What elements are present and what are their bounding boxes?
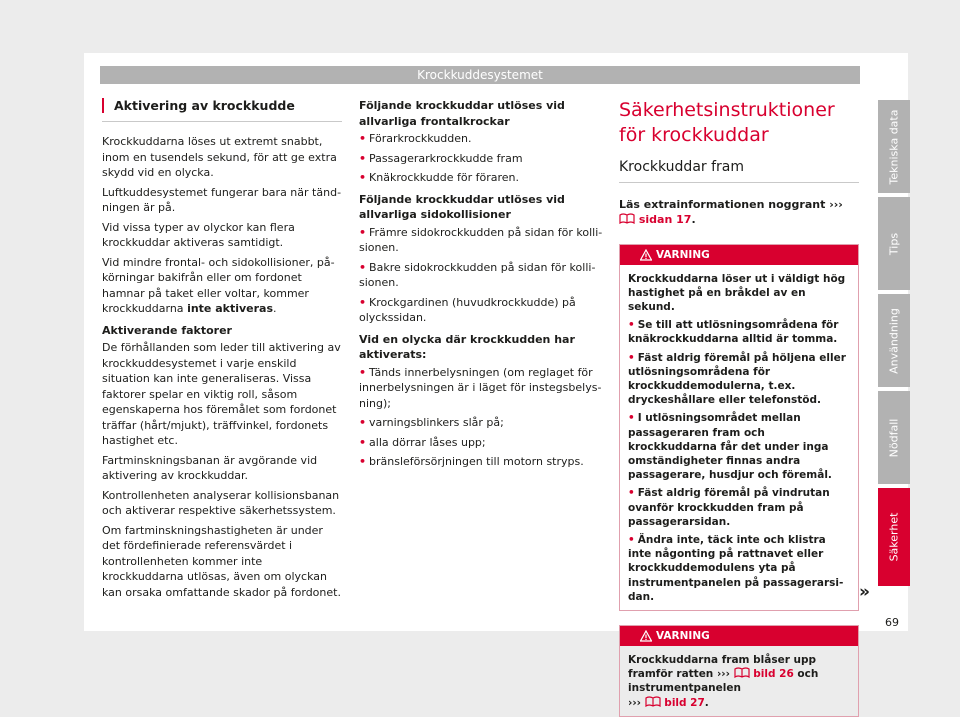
warning-triangle-icon (640, 249, 652, 261)
list-item: • Främre sidokrockkudden på sidan för kollisionen. (359, 225, 603, 254)
warning-body (620, 646, 858, 716)
list-item: • alla dörrar låses upp; (359, 435, 486, 449)
warning-box (619, 625, 859, 717)
paragraph-text: Vid mindre frontal- och sidokollisioner, påkörningar bakifrån eller om fordonet hamnar på taket eller voltar, kommer krockkuddarna (102, 255, 335, 315)
bullet-icon: • (359, 455, 367, 468)
bullet-icon: • (628, 319, 635, 332)
list-item: • Knäkrockkudde för föraren. (359, 171, 519, 184)
list-item: • Krockgardinen (huvudkrockkudde) på olyckssidan. (359, 295, 576, 324)
bullet-icon: • (628, 412, 635, 425)
arrow-icon: ››› (628, 696, 641, 709)
list-item: • Fäst aldrig föremål på vindrutan ovanför krockkudden fram på passagerarsidan. (628, 487, 830, 528)
list-item: • I utlösningsområdet mellan passageraren fram och krockkuddarna får det under inga omständigheter finnas andra passagerare, husdjur och föremål. (628, 412, 832, 482)
paragraph: Kontrollenheten analyserar kollisionsbanan och aktiverar respektive säkerhetssystem. (102, 488, 340, 517)
paragraph: De förhållanden som leder till aktivering av krockkuddesystemet i varje enskild situation kan inte generaliseras. Vissa faktorer spelar en viktig roll, såsom egenskaperna hos föremålet som fordonet träffar (hårt/mjukt), träffvinkel, fordonets hastighet etc. (102, 341, 341, 447)
bullet-icon: • (359, 365, 367, 379)
subheading: Vid en olycka där krockkudden har aktiverats: (359, 332, 575, 361)
subsection-title: Krockkuddar fram (619, 159, 745, 175)
book-icon (734, 667, 750, 678)
paragraph: Luftkuddesystemet fungerar bara när tändningen är på. (102, 185, 342, 214)
bullet-icon: • (359, 295, 367, 309)
tab-tekniska-data[interactable]: Tekniska data (878, 100, 910, 193)
list-item: • Se till att utlösningsområdena för knäkrockkuddarna alltid är tomma. (628, 319, 839, 346)
page-title: Säkerhetsinstruktioner för krockkuddar (619, 99, 835, 146)
bullet-icon: • (359, 225, 367, 239)
warning-header (620, 626, 858, 646)
figure-link[interactable]: bild 26 (753, 668, 794, 681)
chapter-header: Krockkuddesystemet (100, 66, 860, 84)
book-icon (645, 696, 661, 707)
list-item: • Passagerarkrockkudde fram (359, 151, 523, 165)
section-divider (102, 121, 342, 122)
paragraph: Vid vissa typer av olyckor kan flera krockkuddar aktiveras samtidigt. (102, 220, 295, 249)
bullet-icon: • (359, 132, 367, 145)
page-number: 69 (885, 616, 899, 629)
emphasis-text: inte aktiveras (187, 302, 274, 315)
bullet-icon: • (359, 151, 367, 165)
list-item: • Förarkrockkudden. (359, 132, 472, 145)
tab-tips[interactable]: Tips (878, 197, 910, 290)
warning-label: VARNING (656, 629, 710, 642)
paragraph (102, 255, 342, 317)
bullet-icon: • (359, 416, 367, 429)
paragraph: Fartminskningsbanan är avgörande vid aktivering av krockkuddar. (102, 453, 318, 482)
section-divider (619, 182, 859, 183)
cross-reference: Läs extrainformationen noggrant ››› sidan 17. (619, 197, 843, 226)
column-2 (359, 98, 603, 474)
warning-text: Krockkuddarna löser ut i väldigt hög hastighet på en bråkdel av en sekund. (628, 272, 846, 313)
warning-header (620, 245, 858, 265)
arrow-icon: ››› (829, 197, 843, 211)
warning-text: Krockkuddarna fram blåser upp framför ratten ››› bild 26 och instrumentpanelen ››› bild 27. (628, 653, 819, 709)
warning-box (619, 244, 859, 611)
page-link[interactable]: sidan 17 (638, 213, 692, 226)
subheading: Aktiverande faktorer (102, 323, 232, 337)
list-item: • Bakre sidokrockkudden på sidan för kollisionen. (359, 260, 596, 289)
punctuation: . (273, 302, 277, 315)
bullet-icon: • (359, 260, 367, 274)
warning-triangle-icon (640, 630, 652, 642)
bullet-icon: • (359, 171, 367, 184)
paragraph: Krockkuddarna löses ut extremt snabbt, inom en tusendels sekund, för att ge extra skydd vid en olycka. (102, 135, 337, 179)
warning-body (620, 265, 858, 610)
subheading: Följande krockkuddar utlöses vid allvarliga sidokollisioner (359, 192, 565, 221)
book-icon (619, 213, 635, 224)
figure-link[interactable]: bild 27 (664, 696, 705, 709)
list-item: • varningsblinkers slår på; (359, 416, 504, 429)
column-1 (102, 98, 342, 604)
tab-anvandning[interactable]: Användning (878, 294, 910, 387)
arrow-icon: ››› (716, 668, 730, 681)
tab-nodfall[interactable]: Nödfall (878, 391, 910, 484)
paragraph: Om fartminskningshastigheten är under det fördefinierade referensvärdet i kontrollenheten kommer inte krockkuddarna utlösas, även om olyckan kan orsaka omfattande skador på fordonet. (102, 523, 341, 599)
list-item: • bränsleförsörjningen till motorn stryps. (359, 455, 584, 468)
bullet-icon: • (628, 351, 635, 364)
warning-label: VARNING (656, 248, 710, 261)
tab-sakerhet[interactable]: Säkerhet (878, 488, 910, 586)
section-title: Aktivering av krockkudde (102, 98, 342, 113)
bullet-icon: • (359, 435, 367, 449)
bullet-icon: • (628, 533, 635, 546)
subheading: Följande krockkuddar utlöses vid allvarliga frontalkrockar (359, 99, 565, 128)
list-item: • Fäst aldrig föremål på höljena eller utlösningsområdena för krockkuddemodulerna, t.ex. dryckeshållare eller telefonstöd. (628, 351, 846, 407)
continue-marker: » (859, 582, 870, 602)
bullet-icon: • (628, 487, 635, 500)
list-item: • Tänds innerbelysningen (om reglaget för innerbelysningen är i läget för instegsbelysning); (359, 365, 602, 410)
column-3 (619, 98, 859, 717)
list-item: • Ändra inte, täck inte och klistra inte någonting på rattnavet eller krockkuddemodulens yta på instrumentpanelen på passagerarsidan. (628, 533, 844, 603)
